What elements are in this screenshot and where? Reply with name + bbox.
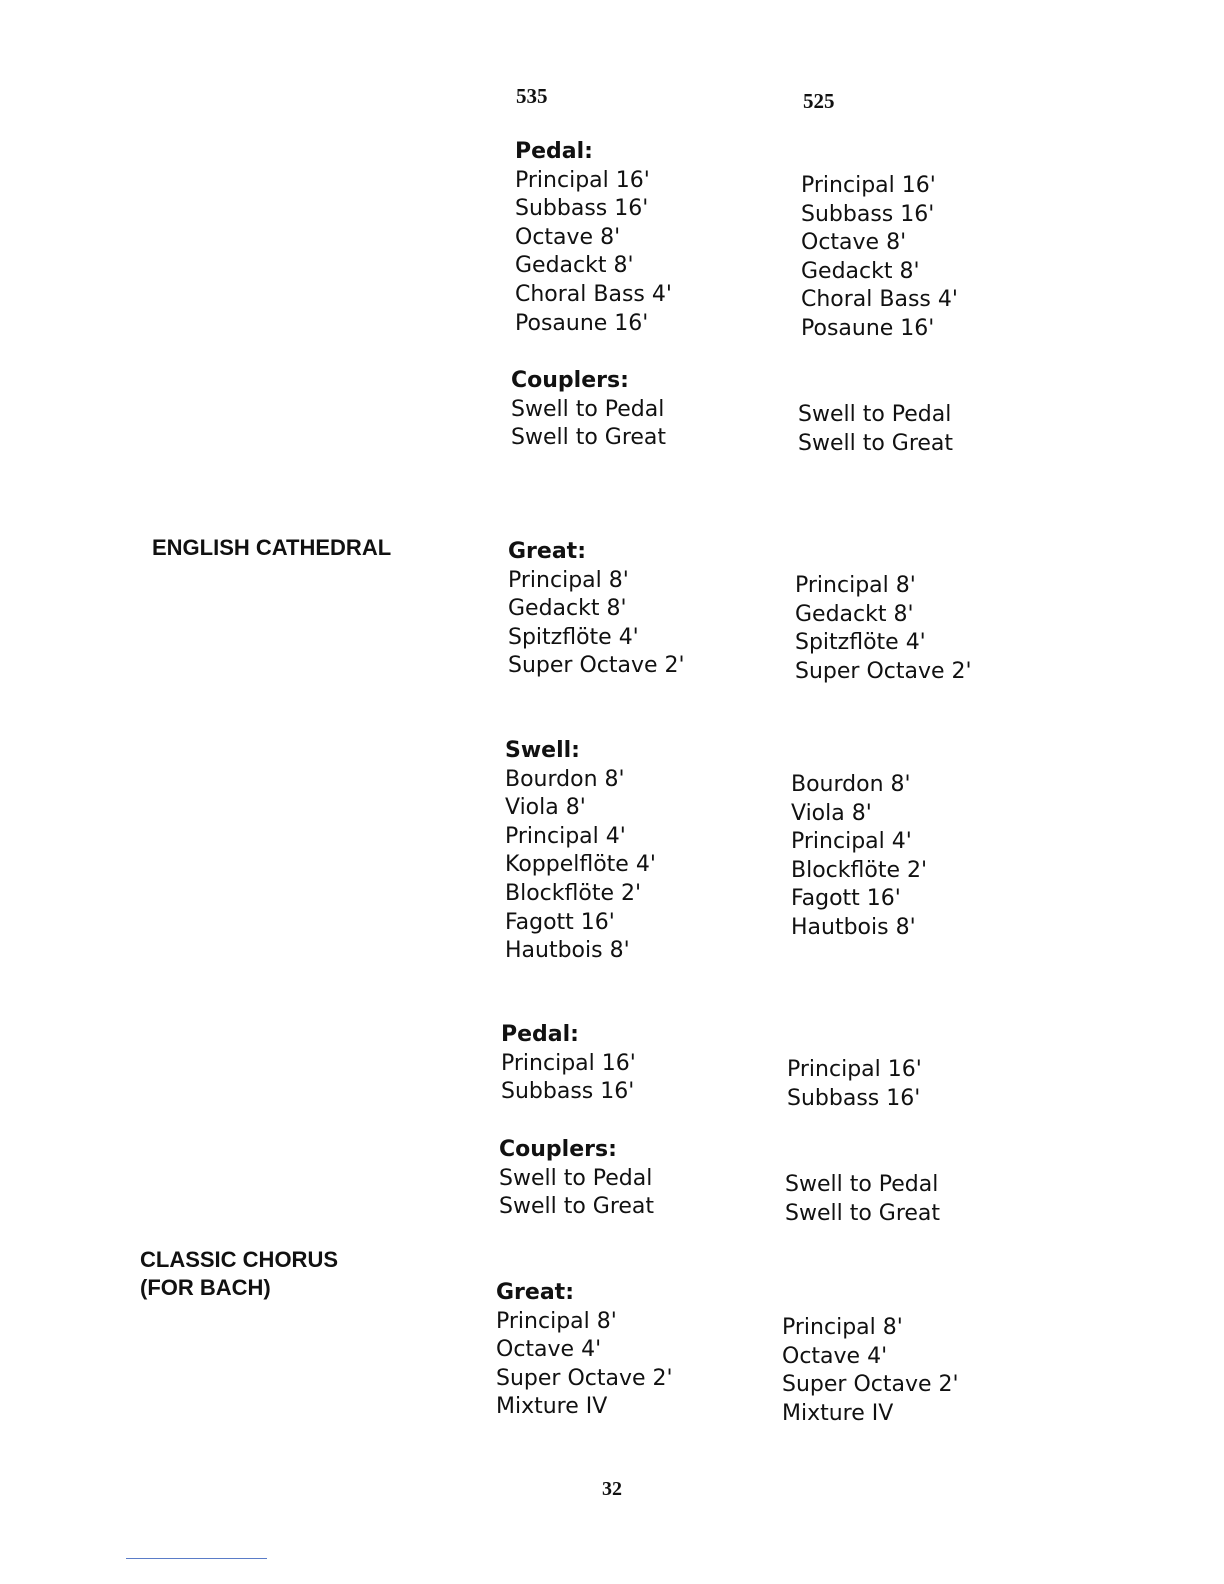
stop-item: Spitzflöte 4'	[508, 624, 639, 650]
column-heading-525: 525	[803, 89, 835, 113]
stop-item: Blockflöte 2'	[791, 857, 928, 883]
stop-item: Principal 16'	[801, 173, 936, 198]
stop-item: Principal 4'	[505, 823, 626, 849]
division-title: Pedal:	[501, 1022, 579, 1047]
stop-item: Octave 8'	[801, 230, 907, 256]
stop-item: Swell to Great	[511, 425, 667, 451]
stop-list-couplers2-535	[499, 1136, 654, 1222]
stop-item: Hautbois 8'	[505, 938, 630, 964]
stop-list-pedal-525	[801, 172, 958, 344]
stop-item: Posaune 16'	[801, 315, 935, 341]
stop-item: Principal 16'	[515, 167, 650, 193]
division-title: Couplers:	[511, 368, 629, 393]
stop-list-couplers-525	[798, 401, 953, 458]
stop-item: Super Octave 2'	[795, 658, 972, 684]
stop-item: Koppelflöte 4'	[505, 852, 656, 878]
stop-item: Posaune 16'	[515, 310, 649, 336]
stop-item: Principal 8'	[508, 567, 629, 593]
stop-item: Super Octave 2'	[496, 1365, 673, 1391]
stop-list-couplers2-525	[785, 1171, 940, 1228]
stop-list-great2-535	[496, 1279, 673, 1422]
stop-item: Fagott 16'	[791, 886, 901, 912]
stop-item: Bourdon 8'	[505, 766, 625, 792]
column-heading-535: 535	[516, 84, 548, 108]
stop-item: Swell to Pedal	[785, 1172, 939, 1197]
stop-item: Principal 8'	[795, 573, 916, 598]
section-label-classic-chorus	[140, 1246, 338, 1302]
stop-item: Choral Bass 4'	[515, 281, 672, 307]
stop-list-pedal-535	[515, 138, 672, 338]
stop-item: Octave 4'	[782, 1343, 888, 1369]
stop-item: Super Octave 2'	[782, 1372, 959, 1398]
page-number: 32	[602, 1478, 622, 1500]
stop-item: Viola 8'	[505, 795, 586, 821]
stop-list-couplers-535	[511, 367, 666, 453]
stop-item: Principal 8'	[782, 1315, 903, 1340]
division-title: Pedal:	[515, 139, 593, 164]
stop-item: Gedackt 8'	[795, 601, 914, 627]
stop-item: Swell to Great	[499, 1194, 655, 1220]
section-label-english-cathedral: ENGLISH CATHEDRAL	[152, 535, 392, 560]
stop-item: Principal 16'	[787, 1057, 922, 1082]
stop-item: Gedackt 8'	[508, 596, 627, 622]
section-label-line: CLASSIC CHORUS	[140, 1247, 339, 1272]
stop-list-swell-525	[791, 771, 927, 943]
stop-list-pedal2-535	[501, 1021, 636, 1107]
stop-item: Principal 16'	[501, 1050, 636, 1076]
division-title: Great:	[508, 539, 586, 564]
stop-item: Gedackt 8'	[515, 253, 634, 279]
stop-list-great-525	[795, 572, 972, 686]
stop-item: Swell to Great	[798, 430, 954, 456]
stop-item: Subbass 16'	[787, 1085, 921, 1111]
stop-item: Mixture IV	[496, 1394, 608, 1420]
stop-item: Swell to Pedal	[798, 402, 952, 427]
stop-item: Principal 4'	[791, 829, 912, 855]
stop-item: Swell to Pedal	[499, 1165, 653, 1191]
stop-item: Bourdon 8'	[791, 772, 911, 797]
stop-item: Mixture IV	[782, 1400, 894, 1426]
stop-item: Subbass 16'	[515, 196, 649, 222]
stop-item: Octave 8'	[515, 224, 621, 250]
stop-item: Choral Bass 4'	[801, 287, 958, 313]
stop-item: Super Octave 2'	[508, 653, 685, 679]
stop-list-great-535	[508, 538, 685, 681]
stop-item: Hautbois 8'	[791, 914, 916, 940]
stop-item: Swell to Pedal	[511, 396, 665, 422]
stop-item: Blockflöte 2'	[505, 880, 642, 906]
stop-item: Subbass 16'	[501, 1079, 635, 1105]
stop-item: Octave 4'	[496, 1337, 602, 1363]
stop-list-pedal2-525	[787, 1056, 922, 1113]
stop-item: Spitzflöte 4'	[795, 630, 926, 656]
stop-item: Fagott 16'	[505, 909, 615, 935]
section-label-line: (FOR BACH)	[140, 1275, 271, 1300]
footer-rule	[126, 1558, 267, 1559]
stop-list-great2-525	[782, 1314, 959, 1428]
stop-item: Gedackt 8'	[801, 258, 920, 284]
stop-item: Viola 8'	[791, 800, 872, 826]
stop-item: Principal 8'	[496, 1308, 617, 1334]
stop-item: Swell to Great	[785, 1200, 941, 1226]
division-title: Couplers:	[499, 1137, 617, 1162]
division-title: Great:	[496, 1280, 574, 1305]
stop-list-swell-535	[505, 737, 656, 966]
stop-item: Subbass 16'	[801, 201, 935, 227]
division-title: Swell:	[505, 738, 580, 763]
